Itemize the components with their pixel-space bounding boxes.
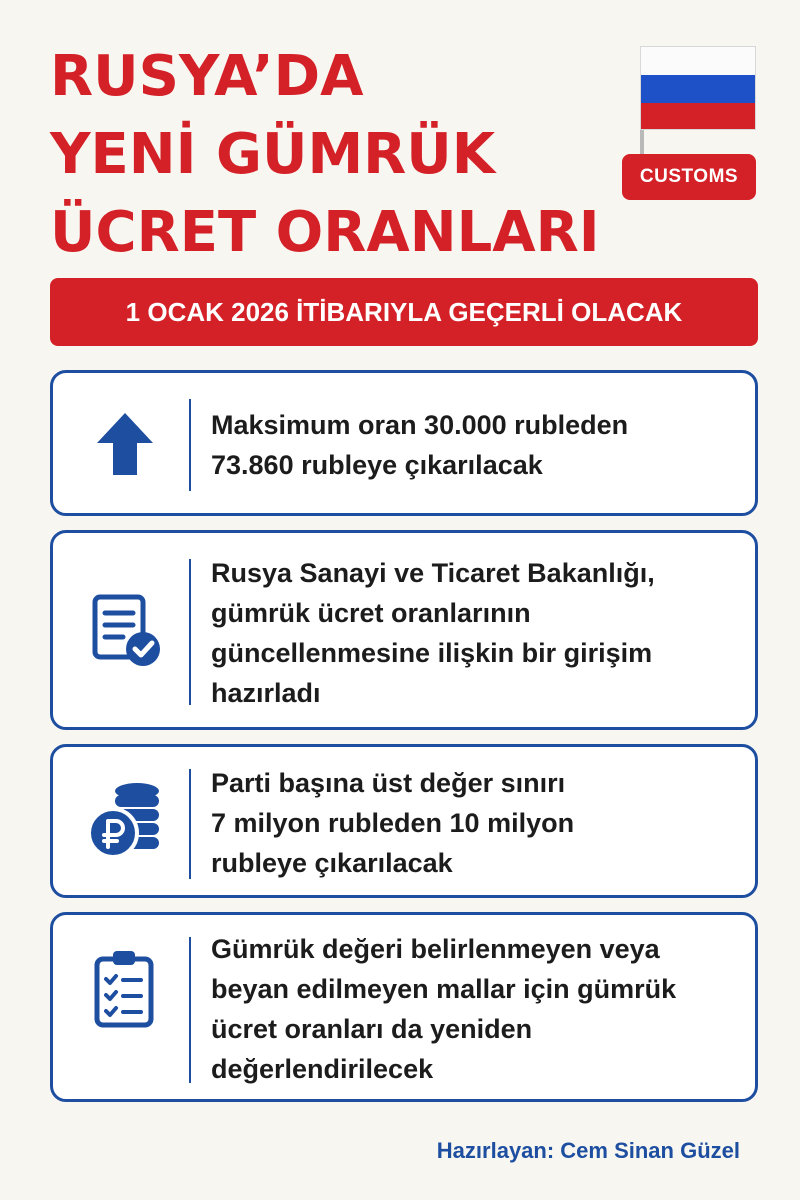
card-4-line-2: beyan edilmeyen mallar için gümrük: [211, 974, 677, 1004]
info-card-batch-limit: [50, 744, 758, 898]
card-text: [211, 763, 735, 883]
date-banner: 1 OCAK 2026 İTİBARIYLA GEÇERLİ OLACAK: [50, 278, 758, 346]
card-3-line-2: 7 milyon rubleden 10 milyon: [211, 808, 575, 838]
russia-flag-icon: [640, 46, 756, 130]
card-text: [211, 929, 735, 1089]
card-2-line-1: Rusya Sanayi ve Ticaret Bakanlığı,: [211, 558, 655, 588]
card-divider: [189, 769, 191, 879]
info-card-ministry-initiative: [50, 530, 758, 730]
document-check-icon: [81, 587, 169, 675]
card-3-line-3: rubleye çıkarılacak: [211, 848, 453, 878]
card-text: [211, 405, 735, 485]
card-2-line-4: hazırladı: [211, 678, 321, 708]
card-divider: [189, 559, 191, 705]
title-line-2: YENİ GÜMRÜK: [50, 122, 496, 187]
info-card-max-rate: [50, 370, 758, 516]
card-4-line-3: ücret oranları da yeniden: [211, 1014, 533, 1044]
card-3-line-1: Parti başına üst değer sınırı: [211, 768, 566, 798]
clipboard-list-icon: [81, 945, 169, 1033]
card-2-line-2: gümrük ücret oranlarının: [211, 598, 531, 628]
ruble-coins-icon: [81, 775, 169, 863]
card-1-line-2: 73.860 rubleye çıkarılacak: [211, 450, 543, 480]
card-divider: [189, 937, 191, 1083]
card-1-line-1: Maksimum oran 30.000 rubleden: [211, 410, 629, 440]
title-line-3: ÜCRET ORANLARI: [50, 200, 600, 265]
card-4-line-4: değerlendirilecek: [211, 1054, 434, 1084]
title-line-1: RUSYA’DA: [50, 44, 364, 109]
card-text: [211, 553, 735, 713]
arrow-up-icon: [81, 399, 169, 487]
page-title: [50, 38, 600, 272]
info-card-undeclared-goods: [50, 912, 758, 1102]
customs-badge: CUSTOMS: [622, 154, 756, 200]
card-2-line-3: güncellenmesine ilişkin bir girişim: [211, 638, 653, 668]
card-divider: [189, 399, 191, 491]
card-4-line-1: Gümrük değeri belirlenmeyen veya: [211, 934, 660, 964]
author-credit: Hazırlayan: Cem Sinan Güzel: [436, 1138, 740, 1163]
